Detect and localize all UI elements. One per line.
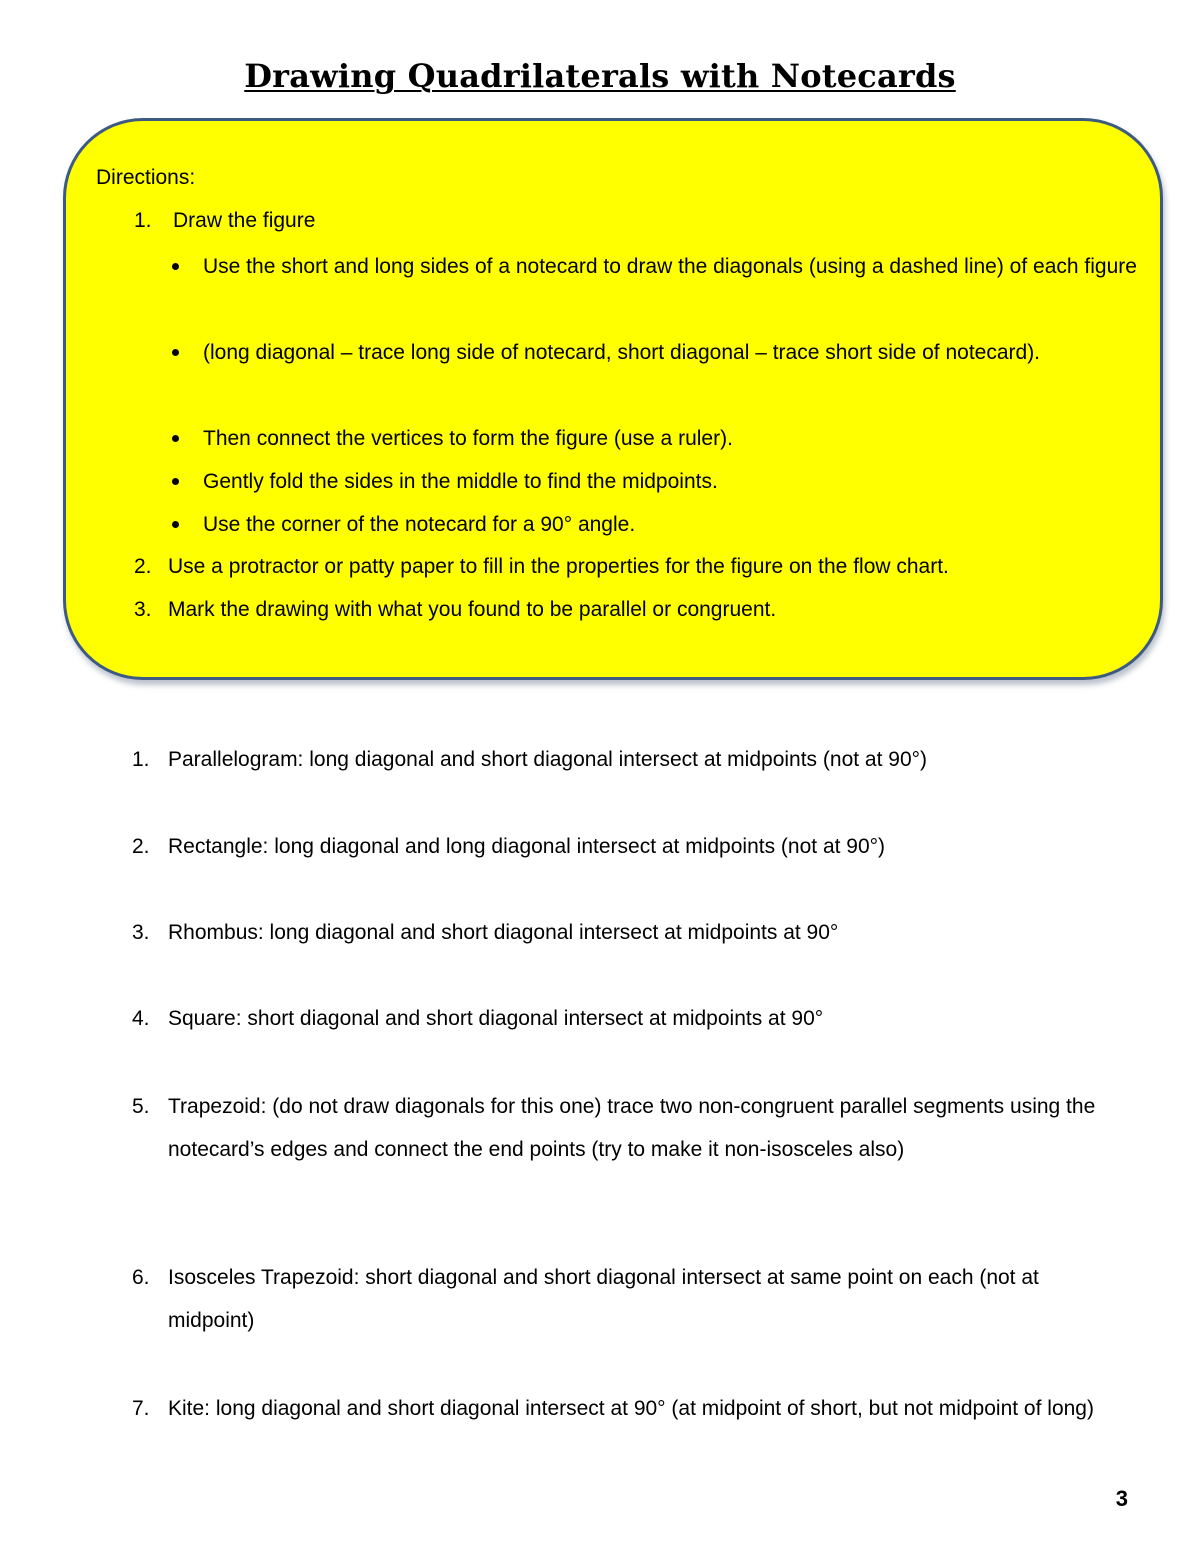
bullet-text: Use the corner of the notecard for a 90° angle. (203, 513, 636, 536)
page-title: Drawing Quadrilaterals with Notecards (244, 57, 956, 95)
step-text: Draw the figure (173, 209, 316, 232)
bullet-icon (172, 521, 179, 528)
list-item-number: 2. (132, 835, 150, 858)
list-item: Kite: long diagonal and short diagonal intersect at 90° (at midpoint of short, but not midpoint of long) (168, 1397, 1094, 1420)
list-item-number: 6. (132, 1266, 150, 1289)
list-item-number: 3. (132, 921, 150, 944)
list-item: Parallelogram: long diagonal and short diagonal intersect at midpoints (not at 90°) (168, 748, 928, 771)
list-item-number: 4. (132, 1007, 150, 1030)
bullet-icon (172, 263, 179, 270)
bullet-icon (172, 435, 179, 442)
bullet-icon (172, 478, 179, 485)
bullet-icon (172, 349, 179, 356)
bullet-text: Then connect the vertices to form the figure (use a ruler). (203, 427, 733, 450)
step-number: 1. (134, 209, 152, 232)
list-item: Isosceles Trapezoid: short diagonal and short diagonal intersect at same point on each (not at midpoint) (168, 1266, 1039, 1332)
page-number: 3 (1115, 1486, 1128, 1511)
step-number: 2. (134, 555, 152, 578)
step-text: Mark the drawing with what you found to be parallel or congruent. (168, 598, 777, 621)
list-item-number: 1. (132, 748, 150, 771)
bullet-text: Gently fold the sides in the middle to find the midpoints. (203, 470, 718, 493)
list-item: Square: short diagonal and short diagonal intersect at midpoints at 90° (168, 1007, 824, 1030)
directions-label: Directions: (96, 166, 196, 189)
list-item-number: 7. (132, 1397, 150, 1420)
bullet-text: (long diagonal – trace long side of notecard, short diagonal – trace short side of notecard). (203, 341, 1041, 364)
bullet-text: Use the short and long sides of a notecard to draw the diagonals (using a dashed line) of each figure (203, 255, 1137, 278)
list-item: Trapezoid: (do not draw diagonals for this one) trace two non-congruent parallel segments using the notecard’s edges and connect the end points (try to make it non-isosceles also) (168, 1095, 1096, 1161)
step-number: 3. (134, 598, 152, 621)
list-item-number: 5. (132, 1095, 150, 1118)
directions-box (63, 118, 1163, 680)
list-item: Rectangle: long diagonal and long diagonal intersect at midpoints (not at 90°) (168, 835, 886, 858)
list-item: Rhombus: long diagonal and short diagonal intersect at midpoints at 90° (168, 921, 839, 944)
step-text: Use a protractor or patty paper to fill in the properties for the figure on the flow chart. (168, 555, 949, 578)
